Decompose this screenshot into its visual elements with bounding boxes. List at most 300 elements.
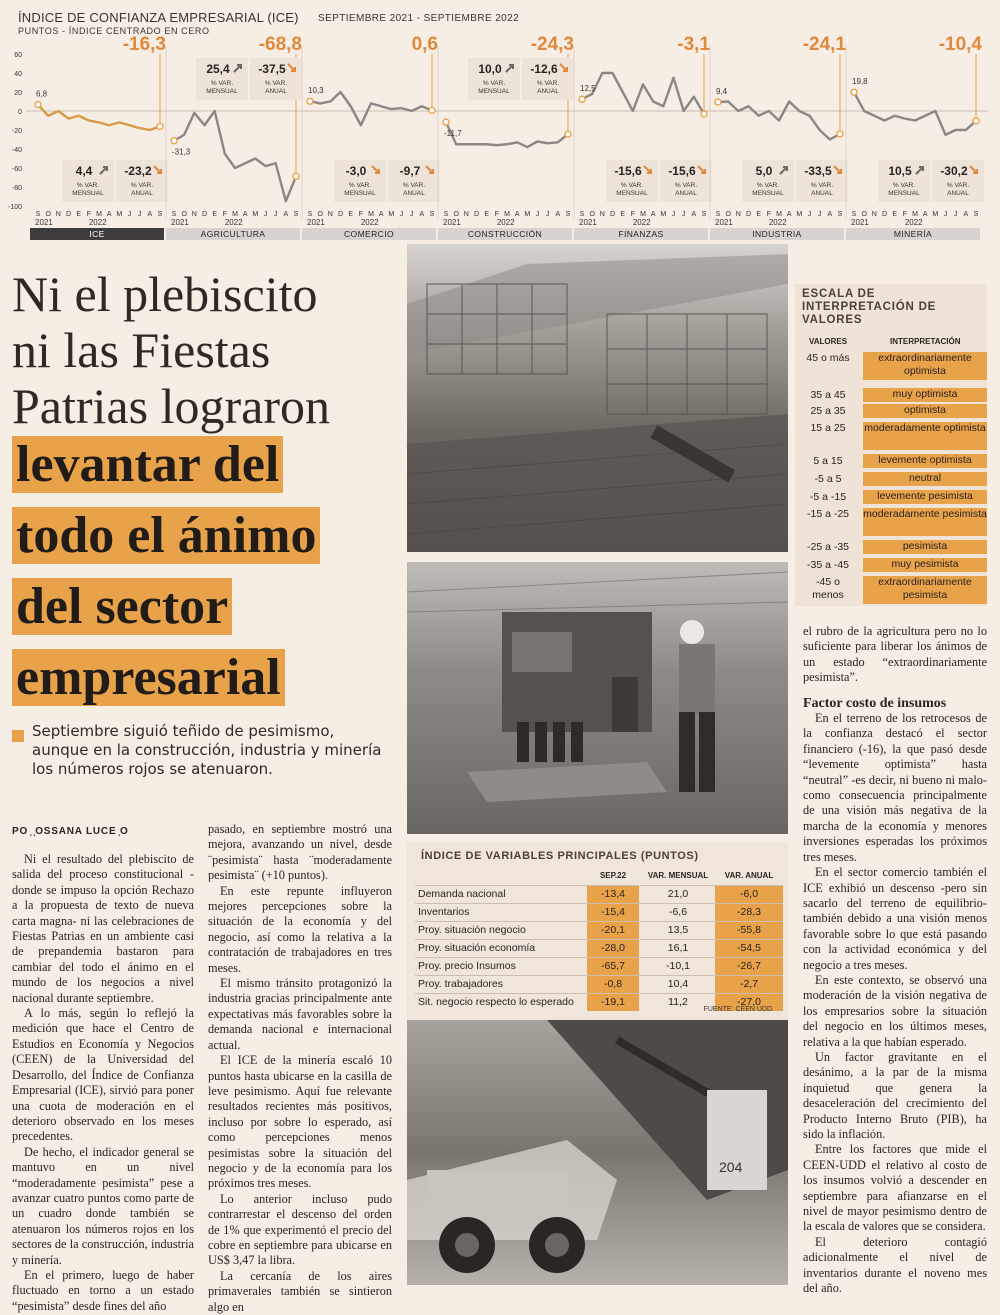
scale-value: -45 o menos [812,576,844,601]
variation-label: % VAR. [674,182,698,189]
scale-row [795,352,987,380]
interpretation-scale-table [795,284,987,606]
start-value-label: 9,4 [716,87,728,97]
month-tick-label: J [545,211,550,218]
variation-value: -3,0 [345,164,367,178]
month-tick-label: M [368,211,374,218]
month-tick-label: O [861,211,867,218]
month-tick-label: A [963,211,969,218]
month-tick-label: D [65,211,72,218]
annual-value: -27,0 [715,994,783,1011]
variable-name: Demanda nacional [418,888,506,900]
paragraph: En el sector comercio también el ICE exhibió un descenso -pero sin sacarlo del terreno de equilibrio- también debido a una visión menos favorable sobre lo que está pasando con la actividad económica y del negocio a tres meses. [803,865,987,972]
scale-interpretation: muy optimista [863,388,987,402]
variable-name: Proy. situación negocio [418,924,526,936]
month-tick-label: S [443,211,449,218]
variation-label: MENSUAL [478,88,510,95]
month-tick-label: D [745,211,752,218]
headline-line: Patrias lograron [12,378,330,434]
variation-value: 4,4 [75,164,93,178]
body-column-3 [803,624,987,1296]
paragraph: De hecho, el indicador general se mantuvo en un nivel “moderadamente pesimista” pese a avanzar cuatro puntos como parte de un cuadro donde también se atenuaron los números rojos en los sectores de la construcción, industria y minería. [12,1144,194,1267]
y-tick-label: 40 [14,71,22,78]
scale-interpretation: neutral [863,472,987,486]
variation-label: MENSUAL [344,190,376,197]
sector-label: COMERCIO [344,229,394,239]
sep-value: -13,4 [587,886,639,903]
body-column-1 [12,852,194,1314]
scale-row [795,404,987,418]
sep-value: -15,4 [587,904,639,921]
start-point [579,96,585,102]
start-value-label: 19,8 [852,77,868,87]
scale-row [795,558,987,572]
variation-label: ANUAL [131,190,153,197]
year-label: 2022 [224,218,243,227]
construction-site-photo [407,244,788,552]
month-tick-label: F [494,211,499,218]
series-line [38,105,160,130]
scale-value: 45 o más [806,352,850,364]
sep-value: -20,1 [587,922,639,939]
annual-value: -54,5 [715,940,783,957]
month-tick-label: O [181,211,187,218]
variation-label: ANUAL [675,190,697,197]
month-tick-label: S [851,211,857,218]
variation-value: -15,6 [668,164,696,178]
month-tick-label: A [378,211,384,218]
month-tick-label: F [766,211,771,218]
end-value-label: -68,8 [258,34,302,55]
month-tick-label: S [701,211,707,218]
variation-value: 25,4 [206,62,230,76]
variation-value: -9,7 [399,164,421,178]
month-tick-label: F [86,211,91,218]
month-tick-label: S [579,211,585,218]
month-tick-label: F [222,211,227,218]
scale-row [795,540,987,554]
paragraph: El deterioro contagió adicionalmente el nivel de inventarios durante el noveno mes del año. [803,1234,987,1296]
paragraph: El mismo tránsito protagonizó la industria gracias principalmente ante expectativas más favorables sobre la demanda nacional e internacional actual. [208,976,392,1052]
variation-label: % VAR. [892,182,916,189]
start-value-label: -31,3 [172,147,191,157]
month-tick-label: A [786,211,792,218]
sector-label: ICE [89,229,105,239]
month-tick-label: A [106,211,112,218]
scale-value: 25 a 35 [810,405,846,417]
variation-label: % VAR. [810,182,834,189]
end-value-label: 0,6 [411,34,438,55]
month-tick-label: E [76,211,82,218]
month-tick-label: N [599,211,605,218]
month-tick-label: M [504,211,510,218]
year-label: 2022 [768,218,787,227]
start-value-label: 10,3 [308,86,324,96]
year-label: 2021 [171,218,189,227]
year-label: 2022 [360,218,379,227]
headline-highlight: todo el ánimo [12,507,320,564]
variation-label: MENSUAL [206,88,238,95]
month-tick-label: J [127,211,132,218]
series-line [854,92,976,135]
scale-interpretation: moderadamente pesimista [863,508,987,536]
month-tick-label: E [348,211,354,218]
year-label: 2021 [851,218,869,227]
month-tick-label: E [484,211,490,218]
y-tick-label: -40 [11,147,22,154]
variation-label: % VAR. [946,182,970,189]
variable-name: Sit. negocio respecto lo esperado [418,996,574,1008]
annual-value: -6,0 [715,886,783,903]
table-row [415,975,783,992]
month-tick-label: J [807,211,812,218]
monthly-value: 16,1 [667,942,689,954]
year-label: 2021 [443,218,461,227]
scale-value: -5 a -15 [809,491,847,503]
variable-name: Proy. precio Insumos [418,960,516,972]
headline-highlight: del sector [12,578,232,635]
monthly-value: 10,4 [667,978,689,990]
month-tick-label: S [35,211,41,218]
variation-label: % VAR. [482,80,506,87]
month-tick-label: A [650,211,656,218]
scale-interpretation: levemente optimista [863,454,987,468]
month-tick-label: A [514,211,520,218]
variation-value: 10,5 [888,164,912,178]
month-tick-label: A [147,211,153,218]
sector-label: CONSTRUCCIÓN [467,229,543,239]
month-tick-label: S [157,211,163,218]
month-tick-label: D [881,211,888,218]
scale-title: ESCALA DE INTERPRETACIÓN DE VALORES [802,288,937,326]
start-value-label: 12,5 [580,84,596,94]
variation-label: % VAR. [130,182,154,189]
variation-value: -12,6 [530,62,558,76]
year-label: 2021 [715,218,733,227]
variable-name: Proy. trabajadores [418,978,504,990]
month-tick-label: A [242,211,248,218]
month-tick-label: N [191,211,197,218]
scale-row [795,454,987,468]
month-tick-label: N [463,211,469,218]
end-value-label: -3,1 [677,34,710,55]
scale-interpretation: extraordinariamente optimista [863,352,987,380]
month-tick-label: A [283,211,289,218]
month-tick-label: E [756,211,762,218]
y-tick-label: -80 [11,185,22,192]
svg-text:204: 204 [719,1159,743,1175]
year-label: 2022 [904,218,923,227]
paragraph: Ni el resultado del plebiscito de salida del proceso constitucional -donde se impuso la opción Rechazo a la propuesta de texto de nueva carta magna- ni las celebraciones de Fiestas Patrias en un ambiente casi de prepandemia bastaron para cambiar del todo el ánimo en el mundo de los negocios a nivel nacional durante septiembre. [12,852,194,1005]
scale-row [795,508,987,536]
factory-worker-photo [407,562,788,834]
scale-value: -5 a 5 [814,473,842,485]
month-tick-label: J [273,211,278,218]
series-line [310,92,432,125]
end-point [973,118,979,124]
scale-value: -25 a -35 [806,541,850,553]
month-tick-label: J [263,211,268,218]
month-tick-label: M [640,211,646,218]
year-label: 2021 [35,218,53,227]
month-tick-label: S [307,211,313,218]
end-point [157,123,163,129]
start-value-label: -11,7 [444,129,462,139]
month-tick-label: J [535,211,540,218]
variation-value: -23,2 [124,164,152,178]
annual-value: -2,7 [715,976,783,993]
month-tick-label: J [681,211,686,218]
byline: PO ̦ ̦OSSANA LUCE ̦O [12,826,129,837]
lead-text: Septiembre siguió teñido de pesimismo, aunque en la construcción, industria y minería los números rojos se atenuaron. [32,722,382,778]
scale-value: 15 a 25 [810,422,846,434]
variation-value: -15,6 [614,164,642,178]
end-value-label: -24,3 [530,34,574,55]
month-tick-label: N [55,211,61,218]
sep-value: -28,0 [587,940,639,957]
sep-value: -65,7 [587,958,639,975]
month-tick-label: S [565,211,571,218]
variation-label: ANUAL [811,190,833,197]
annual-value: -55,8 [715,922,783,939]
end-point [429,107,435,113]
monthly-value: -6,6 [668,906,688,918]
series-line [718,102,840,140]
scale-interpretation: optimista [863,404,987,418]
year-label: 2022 [632,218,651,227]
month-tick-label: E [212,211,218,218]
y-tick-label: -60 [11,166,22,173]
month-tick-label: A [922,211,928,218]
scale-interpretation: moderadamente optimista [863,422,987,450]
start-point [715,99,721,105]
start-point [443,119,449,125]
month-tick-label: M [932,211,939,218]
table-row [415,885,783,902]
factory-illustration [407,562,788,834]
vars-col-annual: VAR. ANUAL [724,871,774,880]
month-tick-label: S [715,211,721,218]
series-line [582,73,704,114]
chart-subtitle: PUNTOS - ÍNDICE CENTRADO EN CERO [18,26,210,36]
end-point [701,111,707,117]
variables-title: ÍNDICE DE VARIABLES PRINCIPALES (PUNTOS) [421,850,699,862]
month-tick-label: E [892,211,898,218]
start-point [307,98,313,104]
month-tick-label: D [473,211,480,218]
month-tick-label: F [630,211,635,218]
start-point [171,138,177,144]
monthly-value: -10,1 [666,960,690,972]
table-row [415,957,783,974]
month-tick-label: S [973,211,979,218]
series-line [446,122,568,147]
paragraph: A lo más, según lo reflejó la medición que hace el Centro de Estudios en Economía y Negocios (CEEN) de la Universidad del Desarrollo, del Índice de Confianza Empresarial (ICE), sirvió para poner una cuota de moderación en el deterioro observado en los meses precedentes. [12,1006,194,1144]
variation-label: % VAR. [76,182,100,189]
paragraph: pasado, en septiembre mostró una mejora, avanzando un nivel, desde ¨pesimista¨ hasta ¨moderadamente pesimista¨ (+10 puntos). [208,822,392,883]
bullet-square-icon [12,730,24,742]
chart-date-range: SEPTIEMBRE 2021 - SEPTIEMBRE 2022 [318,13,520,24]
year-label: 2022 [496,218,515,227]
table-row [415,903,783,920]
variation-label: % VAR. [348,182,372,189]
table-row [415,921,783,938]
month-tick-label: O [725,211,731,218]
month-tick-label: A [827,211,833,218]
variation-value: -37,5 [258,62,286,76]
month-tick-label: A [691,211,697,218]
annual-value: -26,7 [715,958,783,975]
end-point [565,131,571,137]
variation-label: ANUAL [265,88,287,95]
scale-value: 5 a 15 [813,455,843,467]
month-tick-label: J [953,211,958,218]
scale-interpretation: pesimista [863,540,987,554]
vars-col-sep: SEP.22 [599,871,627,880]
y-tick-label: 60 [14,52,22,59]
variation-label: MENSUAL [888,190,920,197]
month-tick-label: O [589,211,595,218]
end-point [837,131,843,137]
month-tick-label: N [327,211,333,218]
month-tick-label: M [912,211,918,218]
start-point [35,102,41,108]
paragraph: En este repunte influyeron mejores percepciones sobre la situación de la economía y del negocio, así como la relativa a la contratación de trabajadores en tres meses. [208,883,392,975]
headline [12,266,402,718]
month-tick-label: O [45,211,51,218]
variation-value: 10,0 [478,62,502,76]
headline-highlight: empresarial [12,649,285,706]
headline-line: ni las Fiestas [12,322,271,378]
variation-label: ANUAL [537,88,559,95]
variation-label: % VAR. [756,182,780,189]
scale-value: -35 a -45 [806,559,850,571]
month-tick-label: M [116,211,123,218]
variation-label: % VAR. [264,80,288,87]
month-tick-label: N [735,211,741,218]
month-tick-label: S [293,211,299,218]
month-tick-label: M [232,211,238,218]
monthly-value: 21,0 [667,888,689,900]
y-tick-label: 0 [18,109,22,116]
month-tick-label: N [871,211,877,218]
month-tick-label: M [96,211,102,218]
paragraph: Un factor gravitante en el desánimo, a la par de la misma inquietud que genera la desaceleración del crecimiento del Producto Interno Bruto (PIB), ha sido la inflación. [803,1049,987,1141]
y-tick-label: -100 [7,204,22,211]
paragraph: En este contexto, se observó una moderación de la visión negativa de los empresarios sobre la situación del negocio en los últimos meses, relativa a la que habían esperado. [803,972,987,1049]
scale-col-interpretation: INTERPRETACIÓN [890,337,961,346]
month-tick-label: O [453,211,459,218]
scale-value: 35 a 45 [810,389,846,401]
paragraph: El ICE de la minería escaló 10 puntos hasta ubicarse en la casilla de leve pesimismo. Aquí fue relevante resultados recientes más positivos, incluso por sobre lo esperado, así como percepciones menos pesimistas sobre la situación del negocio y de la economía para los próximos tres meses. [208,1053,392,1191]
paragraph: La cercanía de los aires primaverales también se sintieron algo en [208,1268,392,1314]
monthly-value: 13,5 [667,924,689,936]
variable-name: Inventarios [418,906,470,918]
month-tick-label: J [137,211,142,218]
variable-name: Proy. situación economía [418,942,536,954]
y-tick-label: 20 [14,90,22,97]
variation-label: % VAR. [620,182,644,189]
ice-line-charts [8,6,992,242]
start-value-label: 6,8 [36,89,48,99]
scale-row [795,576,987,604]
sep-value: -19,1 [587,994,639,1011]
scale-interpretation: muy pesimista [863,558,987,572]
end-value-label: -24,1 [802,34,846,55]
month-tick-label: A [419,211,425,218]
end-point [293,173,299,179]
month-tick-label: J [817,211,822,218]
month-tick-label: D [201,211,208,218]
month-tick-label: S [171,211,177,218]
table-row [415,939,783,956]
scale-col-values: VALORES [809,337,848,346]
variation-label: MENSUAL [72,190,104,197]
month-tick-label: S [837,211,843,218]
paragraph: En el terreno de los retrocesos de la confianza destacó el sector financiero (-16), la que pasó desde “levemente optimista” hasta “neutral” -es decir, ni bueno ni malo- como consecuencia principalmente de una visión más negativa de la marcha de la economía y menores inversiones esperadas los próximos tres meses. [803,711,987,864]
paragraph: Entre los factores que mide el CEEN-UDD el relativo al costo de los insumos volvió a descender en septiembre para afianzarse en el nivel de mayor pesimismo dentro de la escala de valores que se considera. [803,1142,987,1234]
year-label: 2021 [307,218,325,227]
scale-row [795,422,987,450]
body-column-2 [208,822,392,1315]
month-tick-label: F [902,211,907,218]
month-tick-label: J [671,211,676,218]
chart-title: ÍNDICE DE CONFIANZA EMPRESARIAL (ICE) [18,10,299,25]
sector-label: AGRICULTURA [200,229,266,239]
start-point [851,89,857,95]
month-tick-label: E [620,211,626,218]
sector-label: FINANZAS [618,229,664,239]
mining-truck-photo [407,1020,788,1285]
variation-value: -30,2 [940,164,968,178]
monthly-value: 11,2 [668,996,688,1008]
month-tick-label: D [337,211,344,218]
section-subhead: Factor costo de insumos [803,695,947,711]
lead-paragraph [12,722,392,779]
variables-table [407,842,788,1020]
year-label: 2021 [579,218,597,227]
scale-interpretation: levemente pesimista [863,490,987,504]
month-tick-label: O [317,211,323,218]
annual-value: -28,3 [715,904,783,921]
variation-label: % VAR. [210,80,234,87]
month-tick-label: M [524,211,531,218]
sector-label: INDUSTRIA [752,229,802,239]
scale-row [795,490,987,504]
scale-value: -15 a -25 [806,508,850,520]
variation-value: -33,5 [804,164,832,178]
ice-chart-band [8,6,992,242]
month-tick-label: M [796,211,803,218]
paragraph: En el primero, luego de haber fluctuado en torno a un estado “pesimista” desde fines del año [12,1267,194,1313]
source-note: FUENTE: CEEN UDD. [703,1006,774,1013]
month-tick-label: M [776,211,782,218]
headline-highlight: levantar del [12,436,283,493]
variation-label: ANUAL [403,190,425,197]
series-line [174,111,296,201]
month-tick-label: J [399,211,404,218]
scale-row [795,472,987,486]
month-tick-label: J [943,211,948,218]
vars-col-monthly: VAR. MENSUAL [647,871,709,880]
variation-value: 5,0 [755,164,773,178]
month-tick-label: M [252,211,259,218]
variation-label: % VAR. [402,182,426,189]
variation-label: MENSUAL [752,190,784,197]
year-label: 2022 [88,218,107,227]
y-tick-label: -20 [11,128,22,135]
end-value-label: -10,4 [938,34,982,55]
